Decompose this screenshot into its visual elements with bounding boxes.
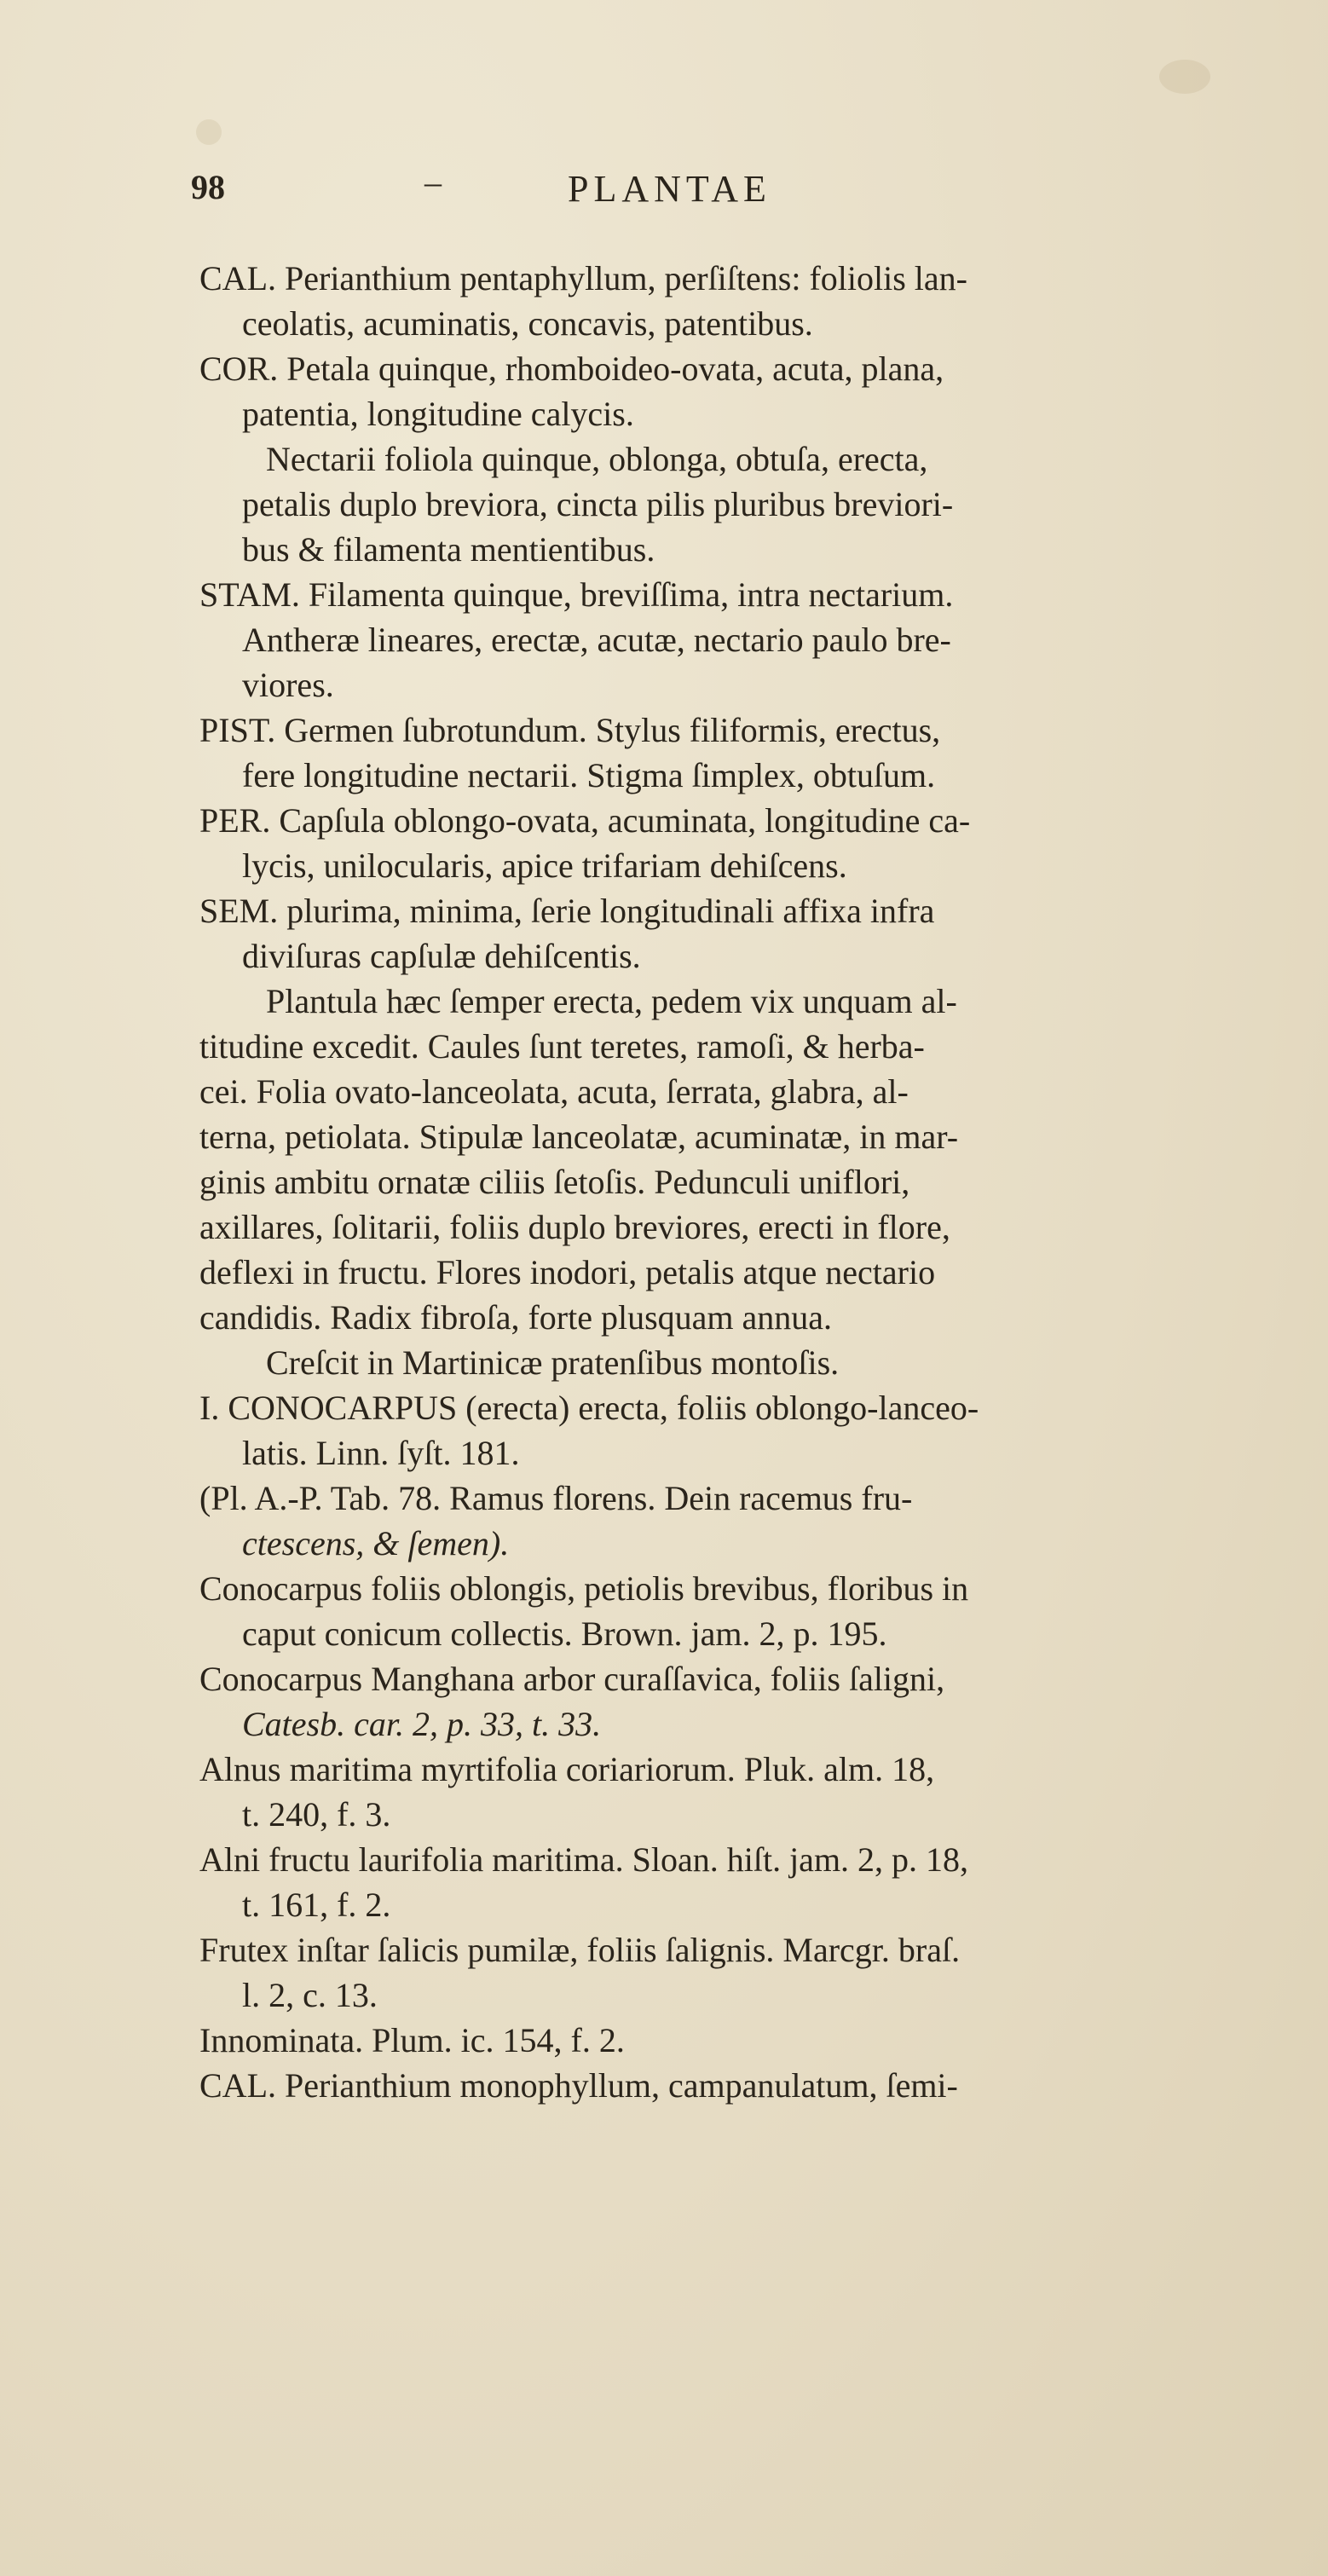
paper-stain — [196, 119, 222, 145]
text-line: I. CONOCARPUS (erecta) erecta, foliis oblongo-lanceo- — [199, 1389, 979, 1427]
text-line: titudine excedit. Caules ſunt teretes, ramoſi, & herba- — [199, 1027, 925, 1066]
header-dash: – — [424, 163, 442, 201]
text-line: PIST. Germen ſubrotundum. Stylus filiformis, erectus, — [199, 711, 941, 749]
text-line: ginis ambitu ornatæ ciliis ſetoſis. Pedunculi uniflori, — [199, 1163, 910, 1201]
text-line: CAL. Perianthium monophyllum, campanulatum, ſemi- — [199, 2066, 958, 2105]
text-line: terna, petiolata. Stipulæ lanceolatæ, acuminatæ, in mar- — [199, 1118, 959, 1156]
page-number: 98 — [191, 168, 225, 206]
text-line: Alni fructu laurifolia maritima. Sloan. hiſt. jam. 2, p. 18, — [199, 1840, 969, 1879]
text-line: ceolatis, acuminatis, concavis, patentibus. — [242, 304, 813, 343]
text-line: bus & filamenta mentientibus. — [242, 530, 655, 569]
text-line: COR. Petala quinque, rhomboideo-ovata, acuta, plana, — [199, 349, 944, 388]
text-line: CAL. Perianthium pentaphyllum, perſiſtens: foliolis lan- — [199, 259, 967, 297]
text-line: axillares, ſolitarii, foliis duplo breviores, erecti in flore, — [199, 1208, 950, 1246]
text-line: (Pl. A.-P. Tab. 78. Ramus florens. Dein racemus fru- — [199, 1479, 913, 1517]
paper-stain — [1159, 60, 1210, 94]
text-line: t. 161, f. 2. — [242, 1886, 391, 1924]
text-line: PER. Capſula oblongo-ovata, acuminata, longitudine ca- — [199, 801, 971, 840]
text-line: SEM. plurima, minima, ſerie longitudinali affixa infra — [199, 892, 935, 930]
text-line: Alnus maritima myrtifolia coriariorum. Pluk. alm. 18, — [199, 1750, 935, 1788]
text-line: cei. Folia ovato-lanceolata, acuta, ſerrata, glabra, al- — [199, 1072, 909, 1111]
page-header — [191, 163, 1043, 218]
text-line: Innominata. Plum. ic. 154, f. 2. — [199, 2021, 625, 2059]
text-line: candidis. Radix fibroſa, forte plusquam annua. — [199, 1298, 833, 1337]
text-line: Nectarii foliola quinque, oblonga, obtuſa, erecta, — [266, 440, 928, 478]
text-line: caput conicum collectis. Brown. jam. 2, p. 195. — [242, 1614, 887, 1653]
body-text — [199, 256, 1316, 2108]
text-line: latis. Linn. ſyſt. 181. — [242, 1434, 520, 1472]
text-line: fere longitudine nectarii. Stigma ſimplex, obtuſum. — [242, 756, 936, 794]
text-line: Antheræ lineares, erectæ, acutæ, nectario paulo bre- — [242, 621, 951, 659]
text-line: Conocarpus Manghana arbor curaſſavica, foliis ſaligni, — [199, 1660, 945, 1698]
text-line: lycis, unilocularis, apice trifariam dehiſcens. — [242, 846, 847, 885]
text-line: Creſcit in Martinicæ pratenſibus montoſis. — [266, 1343, 840, 1382]
text-line: l. 2, c. 13. — [242, 1976, 378, 2014]
text-line: patentia, longitudine calycis. — [242, 395, 634, 433]
text-line: Conocarpus foliis oblongis, petiolis brevibus, floribus in — [199, 1569, 969, 1608]
text-line: t. 240, f. 3. — [242, 1795, 391, 1834]
text-line: ctescens, & ſemen). — [242, 1524, 510, 1562]
running-title: PLANTAE — [568, 168, 771, 210]
text-line: viores. — [242, 666, 334, 704]
text-line: deflexi in fructu. Flores inodori, petalis atque nectario — [199, 1253, 936, 1291]
text-line: Plantula hæc ſemper erecta, pedem vix unquam al- — [266, 982, 957, 1020]
text-line: Frutex inſtar ſalicis pumilæ, foliis ſalignis. Marcgr. braſ. — [199, 1931, 961, 1969]
text-line: STAM. Filamenta quinque, breviſſima, intra nectarium. — [199, 575, 954, 614]
text-line: petalis duplo breviora, cincta pilis pluribus breviori- — [242, 485, 954, 523]
text-line: Catesb. car. 2, p. 33, t. 33. — [242, 1705, 602, 1743]
text-line: diviſuras capſulæ dehiſcentis. — [242, 937, 641, 975]
